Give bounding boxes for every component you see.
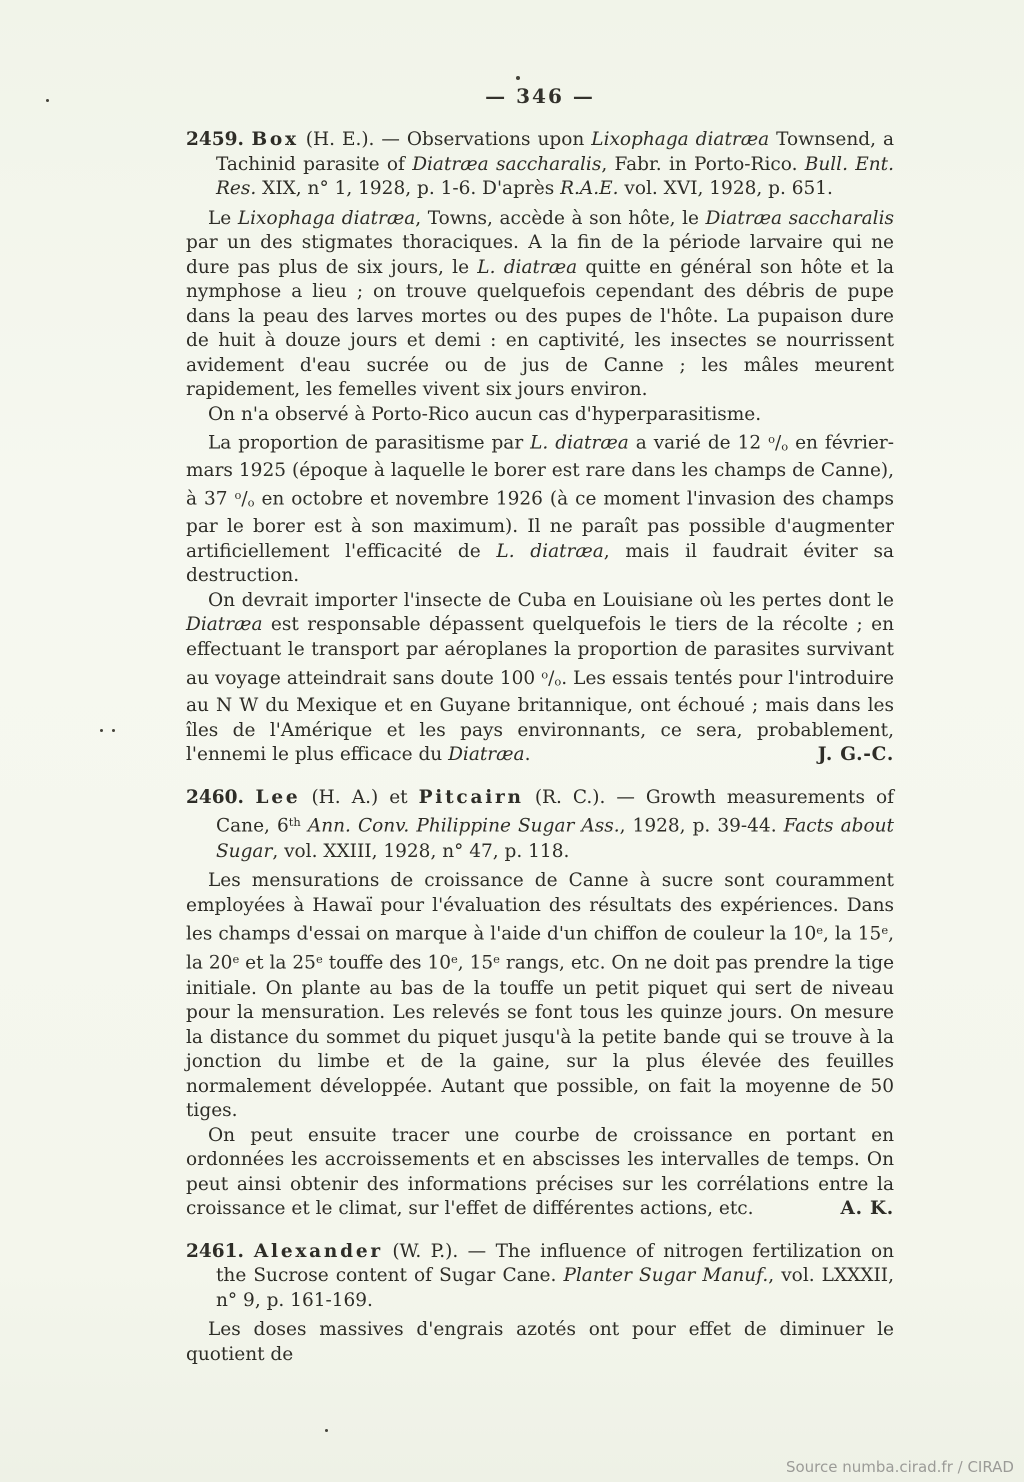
entry-heading: 2461. Alexander (W. P.). — The influence of nitrogen fertilization on the Sucrose content of Sugar Cane. Planter Sugar Manuf., vol. LXXXII, n° 9, p. 161-169. [186,1240,895,1311]
scanned-page-text-block [186,84,894,1385]
paragraph-text: On peut ensuite tracer une courbe de croissance en portant en ordonnées les accroissements et en abscisses les intervalles de temps. On peut ainsi obtenir des informations précises sur les corrélations entre la croissance et le climat, sur l'effet de différentes actions, etc. [186,1124,894,1220]
entry-paragraph: La proportion de parasitisme par L. diatræa a varié de 12 $^o$/o en février-mars 1925 (époque à laquelle le borer est rare dans les champs de Canne), à 37 $^o$/o en octobre et novembre 1926 (à ce moment l'invasion des champs par le borer est à son maximum). Il ne paraît pas possible d'augmenter artificiellement l'efficacité de L. diatræa, mais il faudrait éviter sa destruction. [186,432,894,587]
scan-speck [325,1429,328,1432]
entry-paragraph: Le Lixophaga diatræa, Towns, accède à son hôte, le Diatræa saccharalis par un des stigmates thoraciques. A la fin de la période larvaire qui ne dure pas plus de six jours, le L. diatræa quitte en général son hôte et la nymphose a lieu ; on trouve quelquefois cependant des débris de pupe dans la peau des larves mortes ou des pupes de l'hôte. La pupaison dure de huit à douze jours et demi : en captivité, les insectes se nourrissent avidement d'eau sucrée ou de jus de Canne ; les mâles meurent rapidement, les femelles vivent six jours environ. [186,207,894,400]
paragraph-text: On devrait importer l'insecte de Cuba en Louisiane où les pertes dont le Diatræa est responsable dépassent quelquefois le tiers de la récolte ; en effectuant le transport par aéroplanes la proportion de parasites survivant au voyage atteindrait sans doute 100 $^o$/o. Les essais tentés pour l'introduire au N W du Mexique et en Guyane britannique, ont échoué ; mais dans les îles de l'Amérique et les pays environnants, ce sera, probablement, l'ennemi le plus efficace du Diatræa. [186,589,894,766]
entry-heading: 2459. Box (H. E.). — Observations upon Lixophaga diatræa Townsend, a Tachinid parasite of Diatræa saccharalis, Fabr. in Porto-Rico. Bull. Ent. Res. XIX, n° 1, 1928, p. 1-6. D'après R.A.E. vol. XVI, 1928, p. 651. [186,129,894,199]
entry-2459 [186,128,894,768]
reviewer-initials: A. K. [840,1198,894,1220]
entry-paragraph: Les doses massives d'engrais azotés ont pour effet de diminuer le quotient de [186,1319,894,1365]
source-watermark: Source numba.cirad.fr / CIRAD [785,1458,1014,1476]
reviewer-initials: J. G.-C. [817,744,894,766]
page-number: — 346 — [485,84,595,108]
entry-2460 [186,786,894,1222]
scan-speck [46,99,49,102]
entry-heading: 2460. Lee (H. A.) et Pitcairn (R. C.). — Growth measurements of Cane, 6th Ann. Conv. Philippine Sugar Ass., 1928, p. 39-44. Facts about Sugar, vol. XXIII, 1928, n° 47, p. 118. [186,786,894,862]
scan-speck [100,729,103,732]
entry-paragraph: On n'a observé à Porto-Rico aucun cas d'hyperparasitisme. [208,403,762,425]
scan-speck [516,76,520,80]
entry-paragraph: Les mensurations de croissance de Canne à sucre sont couramment employées à Hawaï pour l'évaluation des résultats des expériences. Dans les champs d'essai on marque à l'aide d'un chiffon de couleur la 10e, la 15e, la 20e et la 25e touffe des 10e, 15e rangs, etc. On ne doit pas prendre la tige initiale. On plante au bas de la touffe un petit piquet qui sert de niveau pour la mensuration. Les relevés se font tous les quinze jours. On mesure la distance du sommet du piquet jusqu'à la petite bande qui se trouve à la jonction du limbe et de la gaine, sur la plus élevée des feuilles normalement développée. Autant que possible, on fait la moyenne de 50 tiges. [186,870,895,1122]
entry-paragraph [186,1124,894,1222]
entry-paragraph [186,589,894,768]
entry-2461 [186,1240,894,1368]
scan-speck [112,729,115,732]
